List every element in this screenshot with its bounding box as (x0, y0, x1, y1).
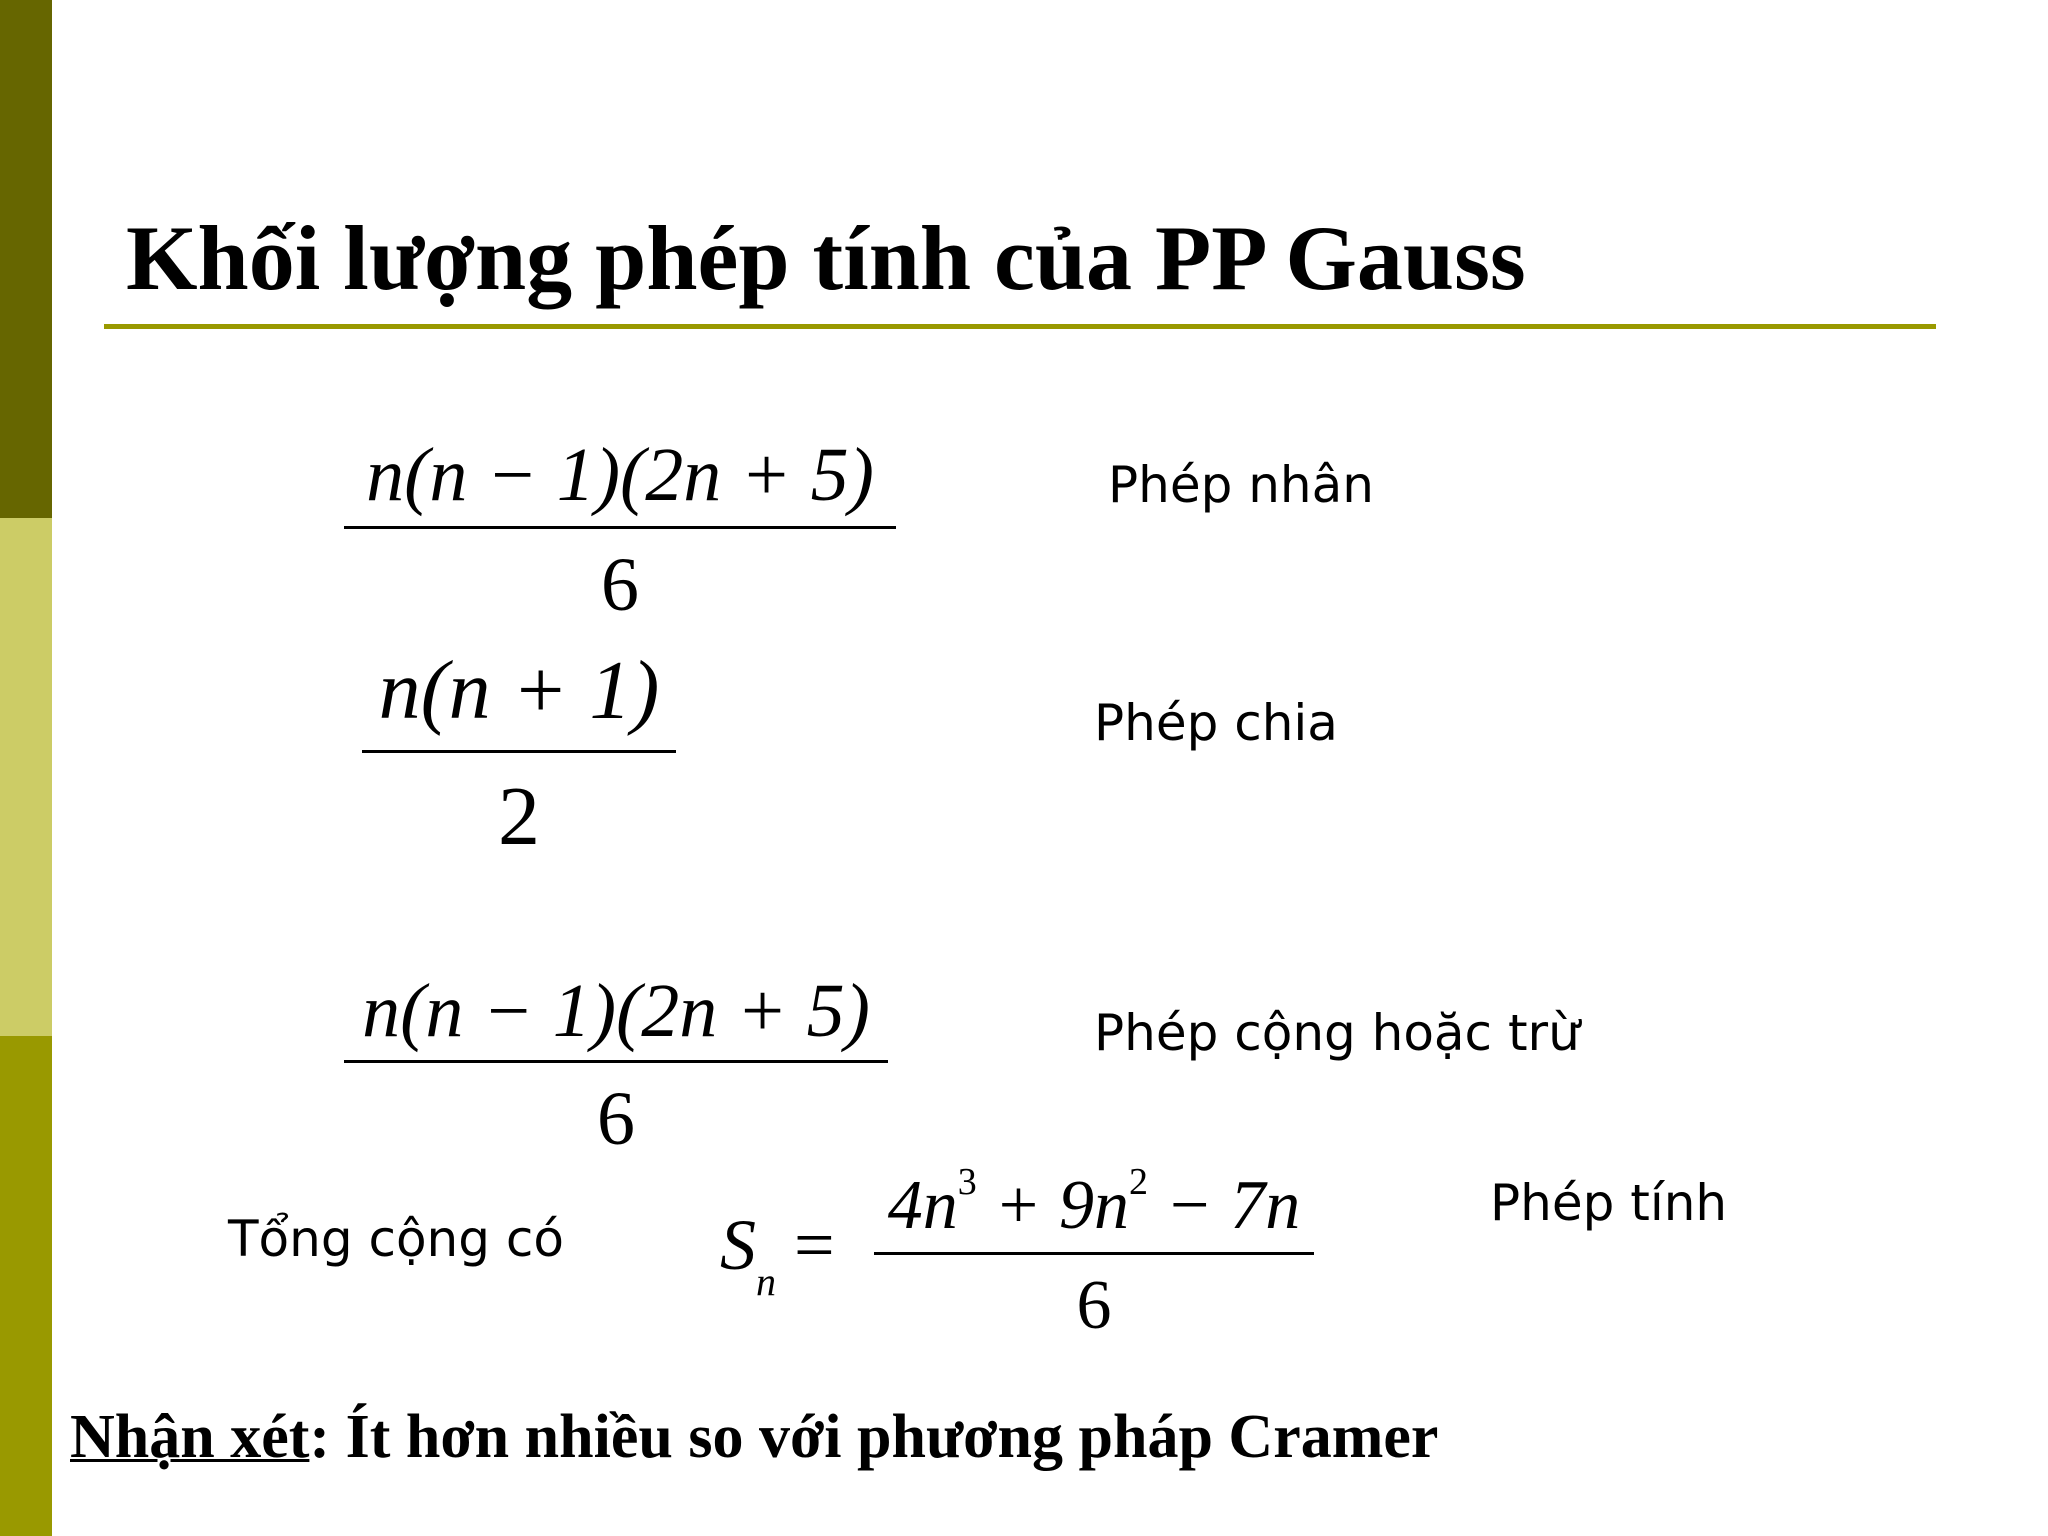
formula-total-denominator: 6 (1076, 1267, 1112, 1344)
formula-multiplication-denominator: 6 (601, 543, 639, 627)
title-underline-rule (104, 324, 1936, 329)
formula-division-numerator: n(n + 1) (378, 644, 660, 737)
formula-division (362, 640, 676, 870)
formula-addition-numerator: n(n − 1)(2n + 5) (362, 969, 870, 1053)
exponent-2: 2 (1129, 1161, 1148, 1203)
term-9n: + 9n (976, 1167, 1129, 1244)
left-accent-bar-top (0, 0, 52, 518)
fraction-bar (344, 1060, 888, 1063)
label-multiplication: Phép nhân (1108, 456, 1374, 514)
term-4n: 4n (887, 1167, 958, 1244)
remark-colon: : (309, 1403, 331, 1471)
term-7n: − 7n (1148, 1167, 1301, 1244)
formula-total (874, 1160, 1314, 1360)
label-division: Phép chia (1094, 694, 1338, 752)
remark-text: Ít hơn nhiều so với phương pháp Cramer (330, 1403, 1439, 1471)
sn-subscript: n (756, 1259, 776, 1304)
total-prefix: Tổng cộng có (228, 1210, 564, 1268)
formula-multiplication-numerator: n(n − 1)(2n + 5) (366, 433, 874, 517)
equals-sign: = (794, 1205, 835, 1285)
fraction-bar (874, 1252, 1314, 1255)
formula-total-numerator (874, 1160, 1314, 1246)
fraction-bar (362, 750, 676, 753)
left-accent-bar-middle (0, 518, 52, 1036)
slide-title: Khối lượng phép tính của PP Gauss (126, 207, 1526, 309)
label-addition-subtraction: Phép cộng hoặc trừ (1094, 1004, 1580, 1062)
formula-addition-subtraction (344, 956, 888, 1166)
sn-symbol: S (720, 1205, 756, 1285)
remark (70, 1402, 1438, 1473)
label-total: Phép tính (1490, 1174, 1728, 1232)
exponent-3: 3 (957, 1161, 977, 1203)
formula-addition-denominator: 6 (597, 1077, 635, 1161)
remark-label: Nhận xét (70, 1403, 310, 1471)
formula-multiplication (344, 420, 896, 630)
formula-division-denominator: 2 (498, 770, 540, 863)
total-lhs (720, 1204, 835, 1305)
fraction-bar (344, 526, 896, 529)
left-accent-bar-bottom (0, 1036, 52, 1536)
